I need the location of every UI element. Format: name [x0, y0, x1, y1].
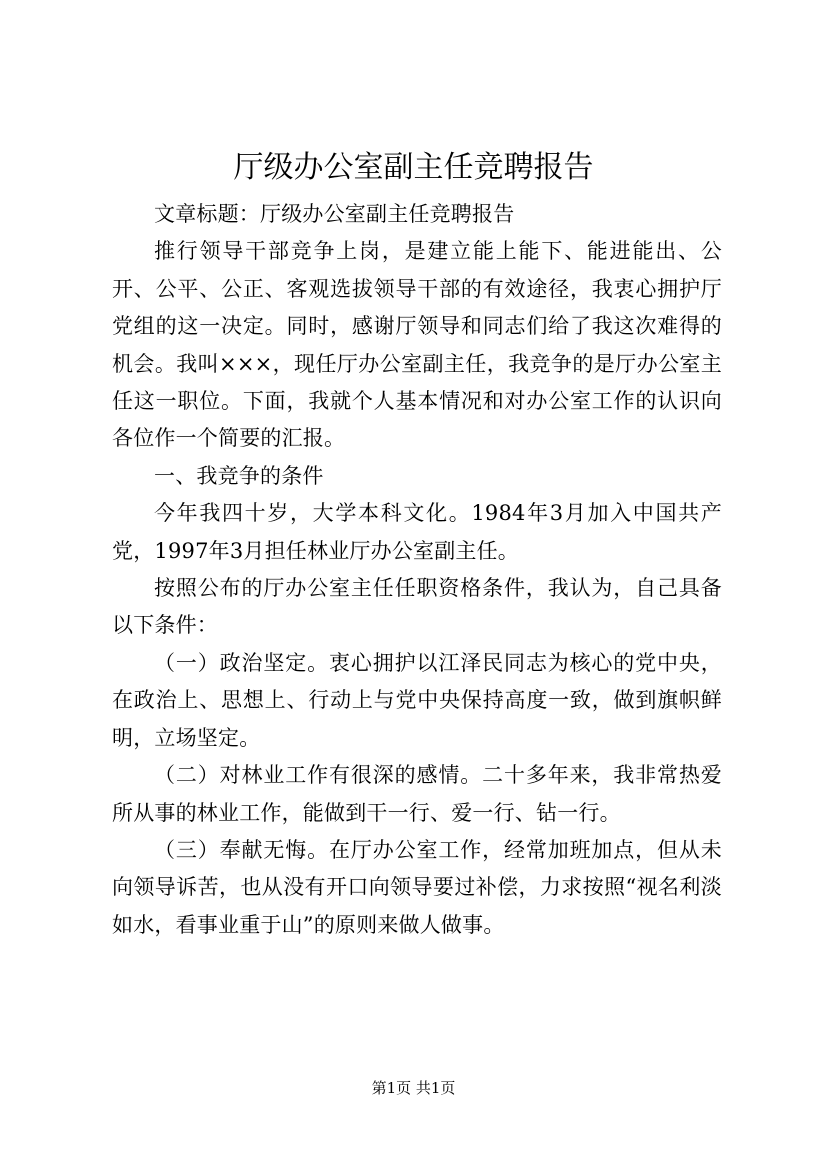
paragraph-condition-1: （一）政治坚定。衷心拥护以江泽民同志为核心的党中央，在政治上、思想上、行动上与党中央保持高度一致，做到旗帜鲜明，立场坚定。 — [112, 650, 722, 750]
paragraph-condition-3: （三）奉献无悔。在厅办公室工作，经常加班加点，但从未向领导诉苦，也从没有开口向领导要过补偿，力求按照“视名利淡如水，看事业重于山”的原则来做人做事。 — [112, 837, 722, 937]
paragraph-intro: 推行领导干部竞争上岗，是建立能上能下、能进能出、公开、公平、公正、客观选拔领导干部的有效途径，我衷心拥护厅党组的这一决定。同时，感谢厅领导和同志们给了我这次难得的机会。我叫×××，现任厅办公室副主任，我竞争的是厅办公室主任这一职位。下面，我就个人基本情况和对办公室工作的认识向各位作一个简要的汇报。 — [112, 239, 722, 451]
paragraph-background: 今年我四十岁，大学本科文化。1984年3月加入中国共产党，1997年3月担任林业厅办公室副主任。 — [112, 501, 722, 563]
paragraph-qualifications-intro: 按照公布的厅办公室主任任职资格条件，我认为，自己具备以下条件： — [112, 576, 722, 638]
section-heading-conditions: 一、我竞争的条件 — [154, 463, 324, 488]
document-title: 厅级办公室副主任竞聘报告 — [233, 150, 594, 185]
paragraph-condition-2: （二）对林业工作有很深的感情。二十多年来，我非常热爱所从事的林业工作，能做到干一行、爱一行、钻一行。 — [112, 763, 722, 825]
page-footer: 第1页 共1页 — [371, 1079, 456, 1097]
document-body — [112, 196, 722, 944]
paragraph-article-title: 文章标题：厅级办公室副主任竞聘报告 — [154, 202, 515, 226]
